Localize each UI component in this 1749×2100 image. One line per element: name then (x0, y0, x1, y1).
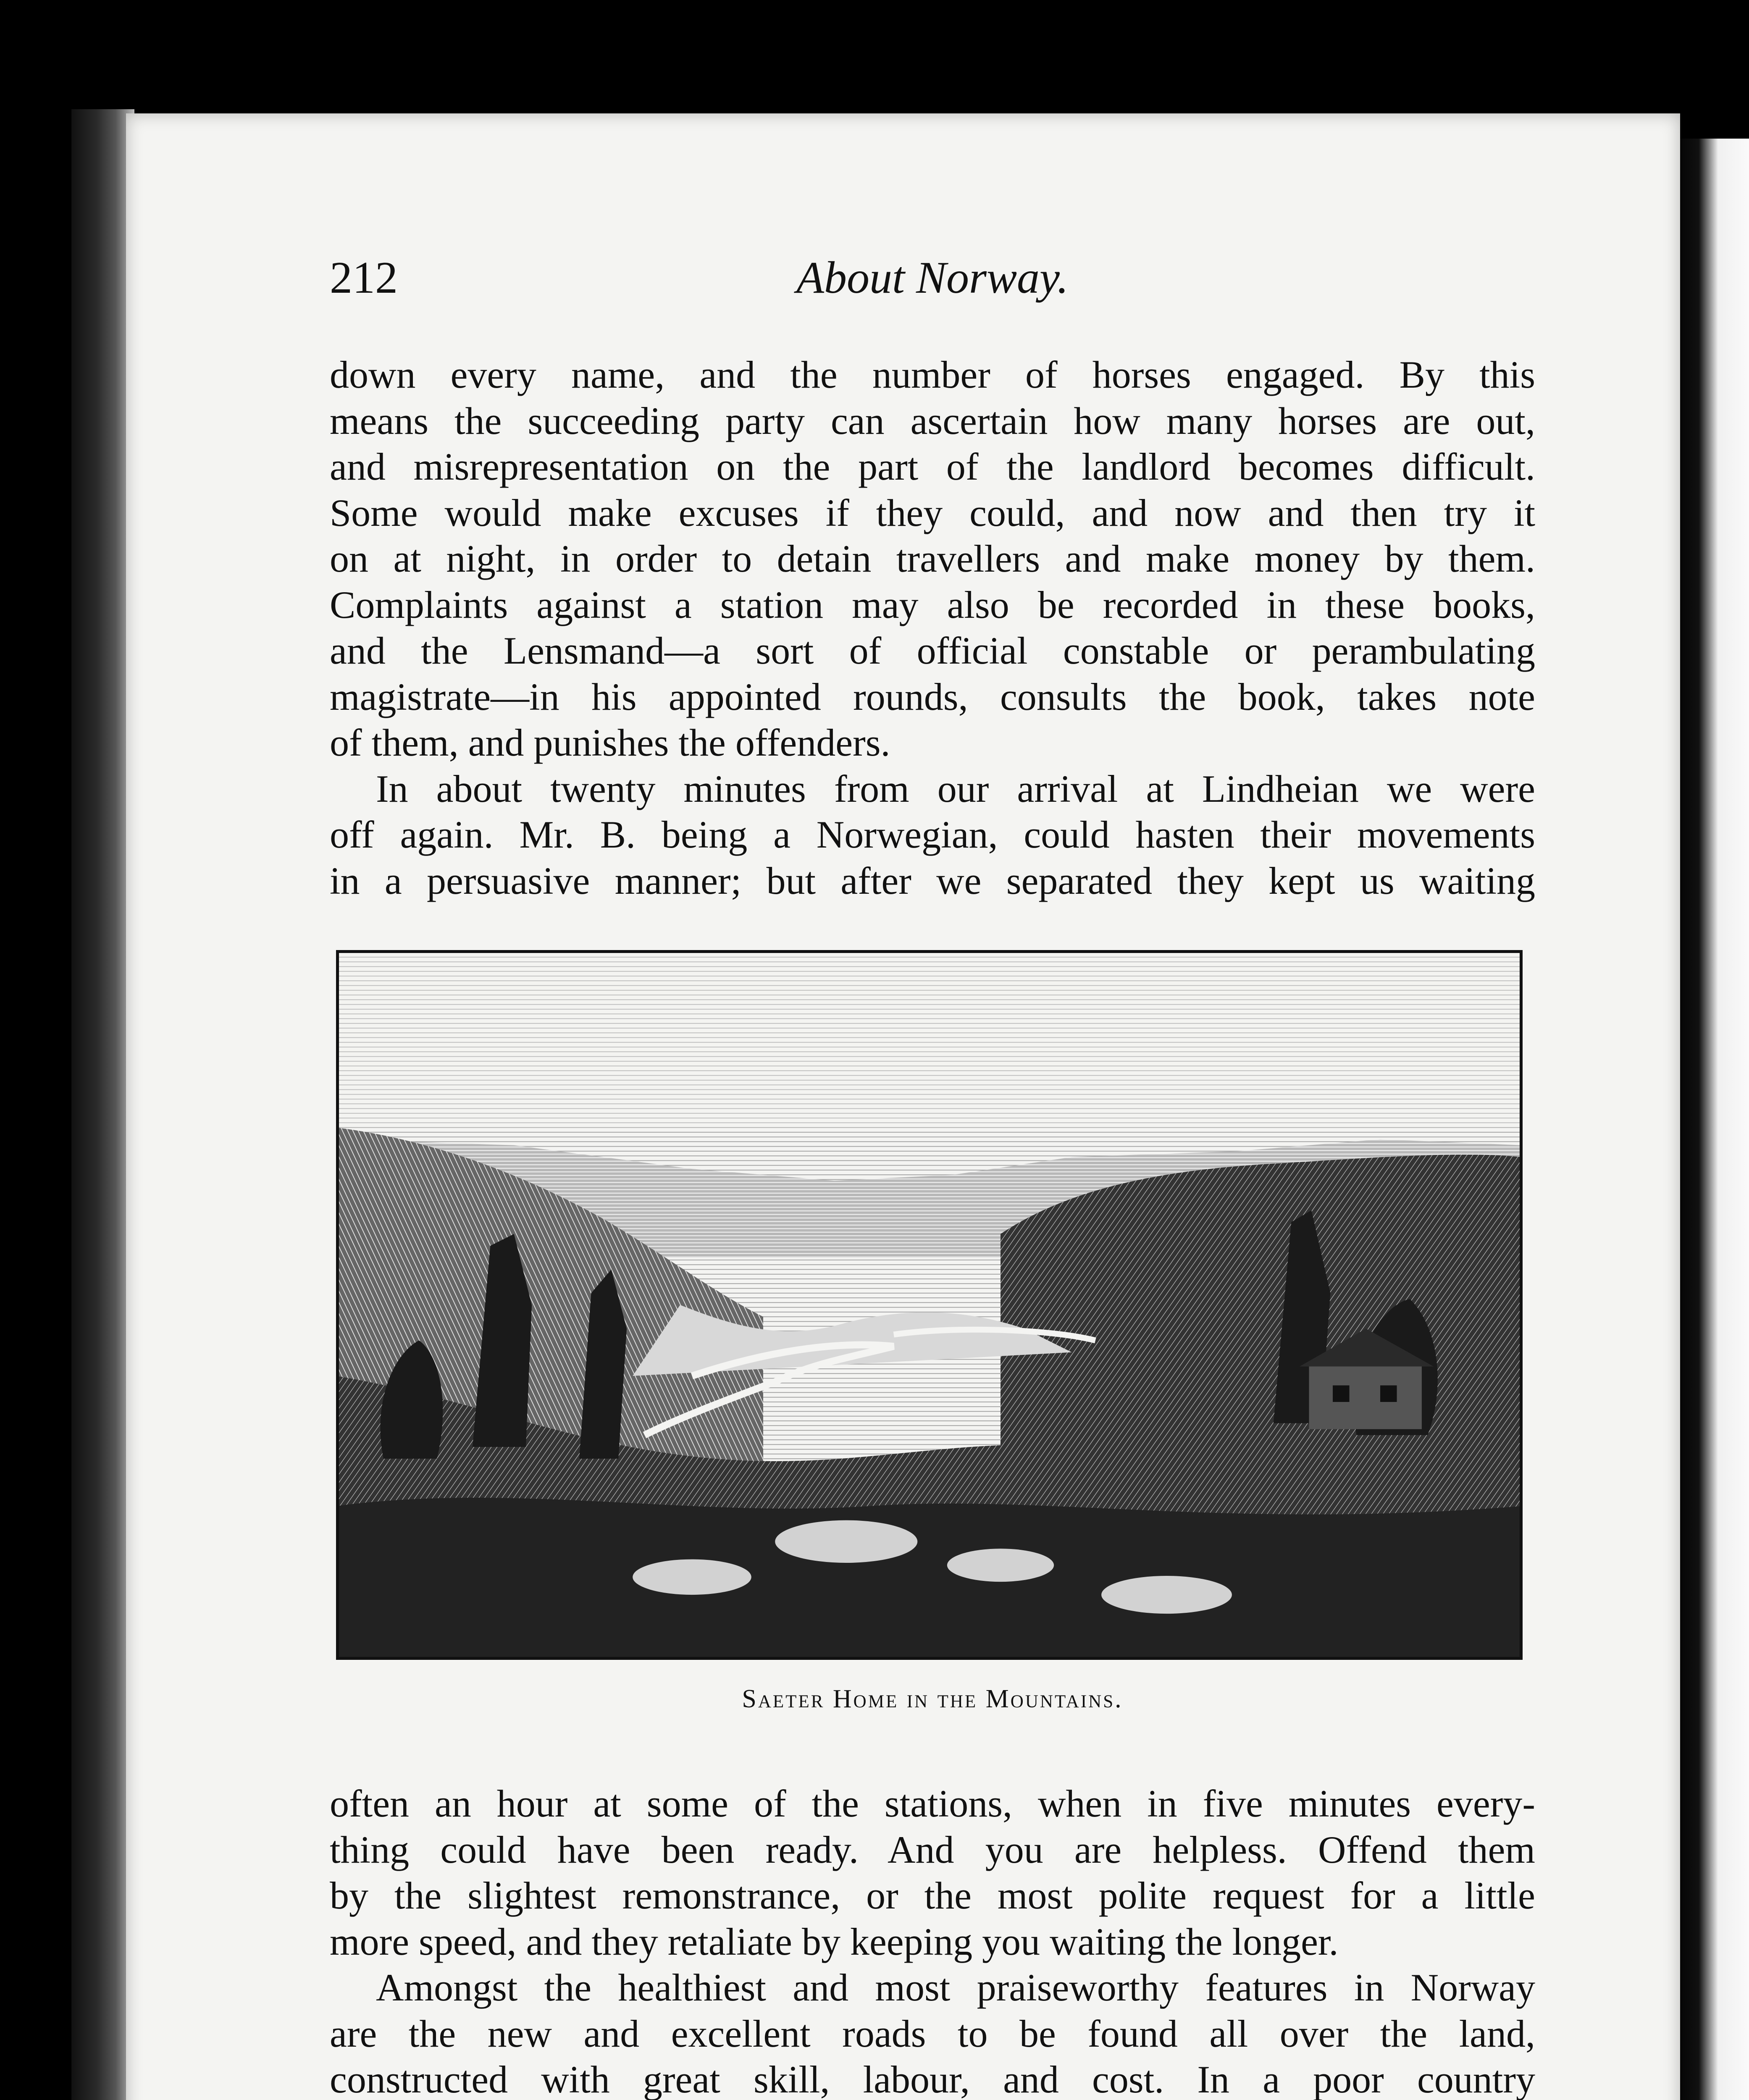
body-text-top (330, 352, 1535, 904)
page-number: 212 (330, 253, 398, 303)
text-line: by the slightest remonstrance, or the most polite request for a little (330, 1874, 1535, 1917)
text-line: more speed, and they retaliate by keeping you waiting the longer. (330, 1920, 1339, 1963)
facing-page-edge (1672, 139, 1749, 2100)
text-line: down every name, and the number of horses engaged. By this (330, 353, 1535, 396)
text-line: and misrepresentation on the part of the landlord becomes difficult. (330, 445, 1535, 488)
engraving-illustration (336, 950, 1523, 1660)
text-line: on at night, in order to detain travellers and make money by them. (330, 537, 1535, 580)
page-header (330, 252, 1535, 311)
text-line: Some would make excuses if they could, and now and then try it (330, 491, 1535, 534)
text-line: Amongst the healthiest and most praiseworthy features in Norway (376, 1966, 1535, 2009)
text-line: of them, and punishes the offenders. (330, 721, 890, 764)
text-line: in a persuasive manner; but after we separated they kept us waiting (330, 859, 1535, 902)
running-title: About Norway. (796, 253, 1069, 303)
book-spine-edge (71, 109, 134, 2100)
text-line: constructed with great skill, labour, and cost. In a poor country (330, 2058, 1535, 2100)
text-line: off again. Mr. B. being a Norwegian, could hasten their movements (330, 813, 1535, 856)
text-line: often an hour at some of the stations, when in five minutes every- (330, 1782, 1535, 1825)
text-line: are the new and excellent roads to be found all over the land, (330, 2012, 1535, 2055)
body-text-bottom (330, 1781, 1535, 2100)
text-line: means the succeeding party can ascertain how many horses are out, (330, 399, 1535, 442)
illustration-caption: Saeter Home in the Mountains. (742, 1685, 1123, 1713)
text-line: Complaints against a station may also be recorded in these books, (330, 583, 1535, 626)
text-line: and the Lensmand—a sort of official constable or perambulating (330, 629, 1535, 672)
mountain-valley-engraving (336, 950, 1523, 1660)
text-line: thing could have been ready. And you are helpless. Offend them (330, 1828, 1535, 1871)
text-line: In about twenty minutes from our arrival at Lindheian we were (376, 767, 1535, 810)
text-line: magistrate—in his appointed rounds, consults the book, takes note (330, 675, 1535, 718)
